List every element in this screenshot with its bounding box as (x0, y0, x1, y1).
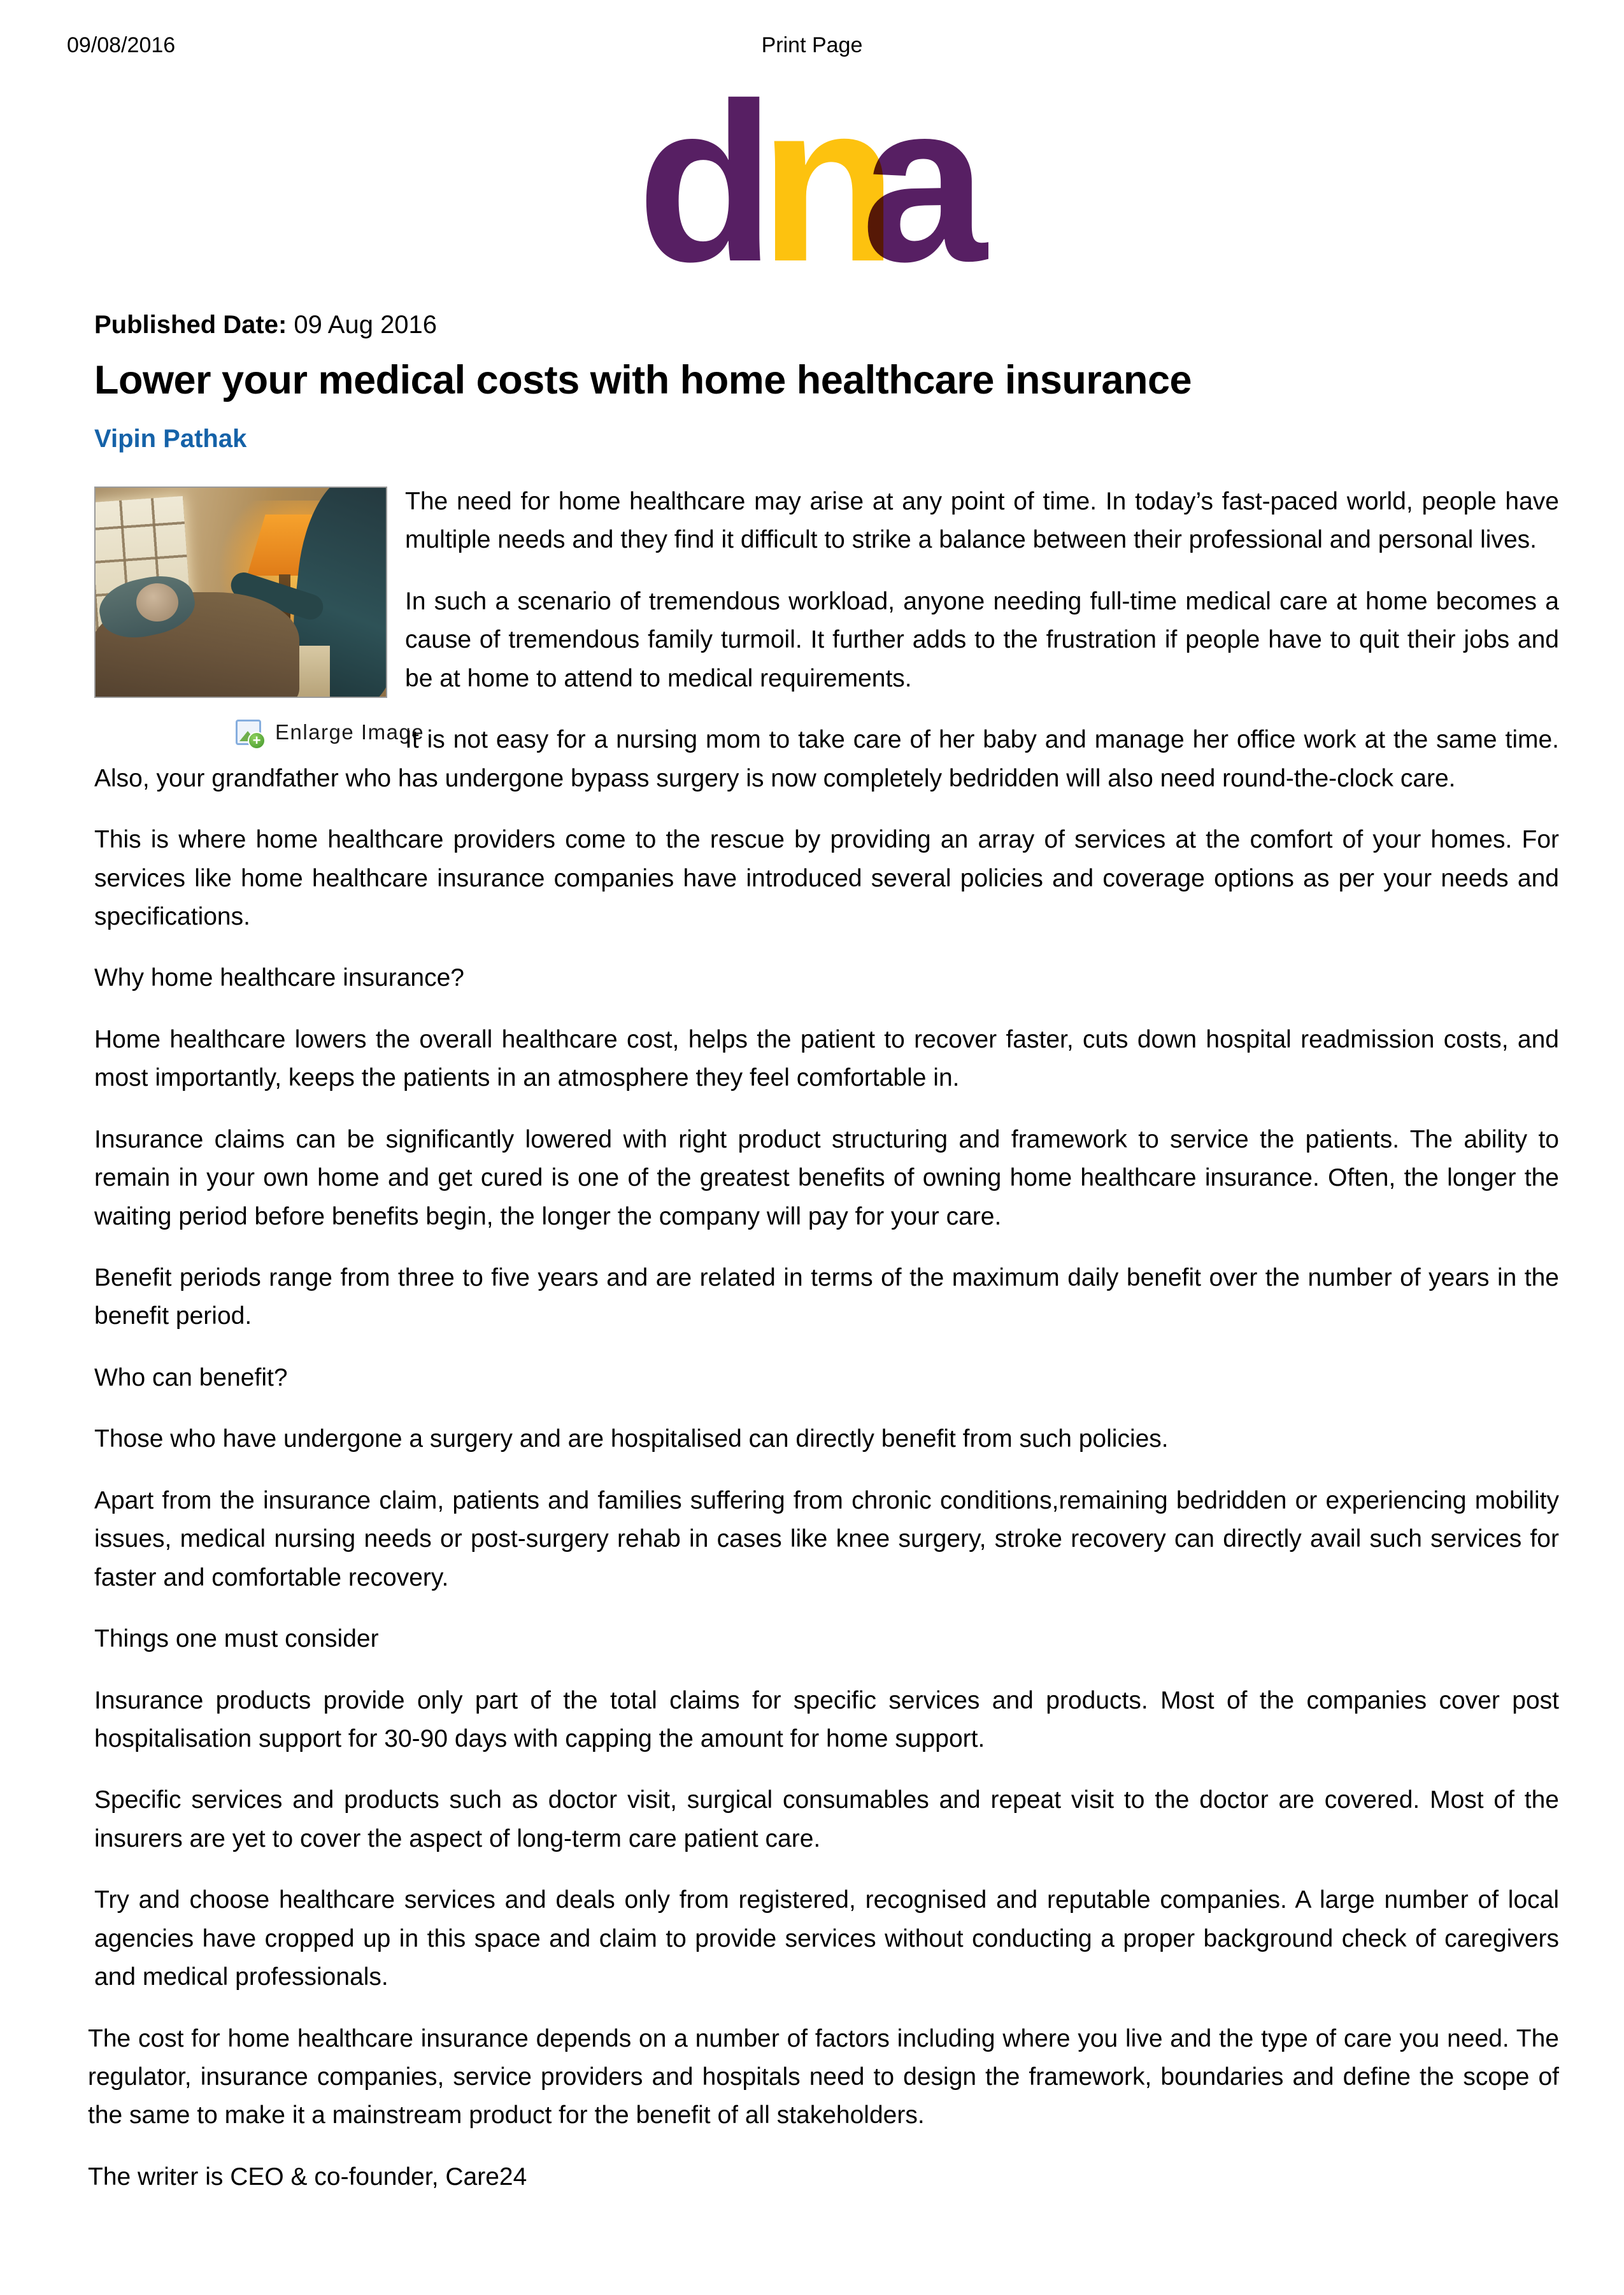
paragraph: Benefit periods range from three to five years and are related in terms of the maximum daily benefit over the number of years in the benefit period. (94, 1264, 1559, 1330)
published-date-label: Published Date: (94, 311, 287, 339)
section-heading: Why home healthcare insurance? (94, 964, 464, 992)
section-heading: Things one must consider (94, 1625, 379, 1653)
photo-patient-head (136, 583, 178, 622)
article-body (88, 483, 1559, 2196)
paragraph: It is not easy for a nursing mom to take care of her baby and manage her office work at the same time. Also, your grandfather who has undergone bypass surgery is now completely bedridden will also need round-the-clock care. (94, 726, 1559, 792)
logo-letter-a: a (861, 57, 987, 309)
logo-letter-n: n (759, 57, 898, 309)
section-heading: Who can benefit? (94, 1363, 288, 1391)
enlarge-image-icon (236, 720, 261, 748)
paragraph: The cost for home healthcare insurance depends on a number of factors including where you live and the type of care you need. The regulator, insurance companies, service providers and hospitals need to design the framework, boundaries and define the scope of the same to make it a mainstream product for the benefit of all stakeholders. (88, 2024, 1559, 2129)
enlarge-image-label: Enlarge Image (275, 720, 425, 744)
paragraph: Those who have undergone a surgery and are hospitalised can directly benefit from such policies. (94, 1425, 1169, 1453)
paragraph: Apart from the insurance claim, patients and families suffering from chronic conditions,remaining bedridden or experiencing mobility issues, medical nursing needs or post-surgery rehab in cases like knee surgery, stroke recovery can directly avail such services for faster and comfortable recovery. (94, 1486, 1559, 1591)
published-date-value: 09 Aug 2016 (287, 311, 438, 339)
article-closing (88, 2020, 1559, 2197)
paragraph: Home healthcare lowers the overall healthcare cost, helps the patient to recover faster, cuts down hospital readmission costs, and most importantly, keeps the patients in an atmosphere they feel comfortable in. (94, 1025, 1559, 1092)
paragraph: Insurance claims can be significantly lowered with right product structuring and framework to service the patients. The ability to remain in your own home and get cured is one of the greatest benefits of owning home healthcare insurance. Often, the longer the waiting period before benefits begin, the longer the company will pay for your care. (94, 1125, 1559, 1230)
paragraph: In such a scenario of tremendous workload, anyone needing full-time medical care at home becomes a cause of tremendous family turmoil. It further adds to the frustration if people have to quit their jobs and be at home to attend to medical requirements. (405, 587, 1559, 692)
plus-badge-icon: + (248, 732, 266, 750)
published-date-line (94, 311, 1559, 339)
paragraph: This is where home healthcare providers come to the rescue by providing an array of services at the comfort of your homes. For services like home healthcare insurance companies have introduced several policies and coverage options as per your needs and specifications. (94, 826, 1559, 930)
article-content (0, 311, 1624, 2196)
page-title: Lower your medical costs with home healthcare insurance (94, 358, 1192, 402)
article-photo-box (94, 487, 425, 748)
paragraph: Specific services and products such as doctor visit, surgical consumables and repeat visit to the doctor are covered. Most of the insurers are yet to cover the aspect of long-term care patient care. (94, 1786, 1559, 1852)
author-byline[interactable]: Vipin Pathak (94, 425, 247, 453)
print-date: 09/08/2016 (67, 33, 176, 57)
print-page-title: Print Page (761, 33, 863, 57)
article-photo (94, 487, 387, 698)
writer-credit: The writer is CEO & co-founder, Care24 (88, 2163, 527, 2191)
enlarge-image-link[interactable] (94, 716, 425, 748)
logo-letter-d: d (637, 57, 776, 309)
paragraph: Try and choose healthcare services and deals only from registered, recognised and reputable companies. A large number of local agencies have cropped up in this space and claim to provide services without conducting a proper background check of caregivers and medical professionals. (94, 1886, 1559, 1991)
paragraph: Insurance products provide only part of the total claims for specific services and products. Most of the companies cover post hospitalisation support for 30-90 days with capping the amount for home support. (94, 1686, 1559, 1752)
paragraph: The need for home healthcare may arise at any point of time. In today’s fast-paced world, people have multiple needs and they find it difficult to strike a balance between their professional and personal lives. (405, 488, 1559, 554)
dna-logo-letters (637, 57, 987, 309)
